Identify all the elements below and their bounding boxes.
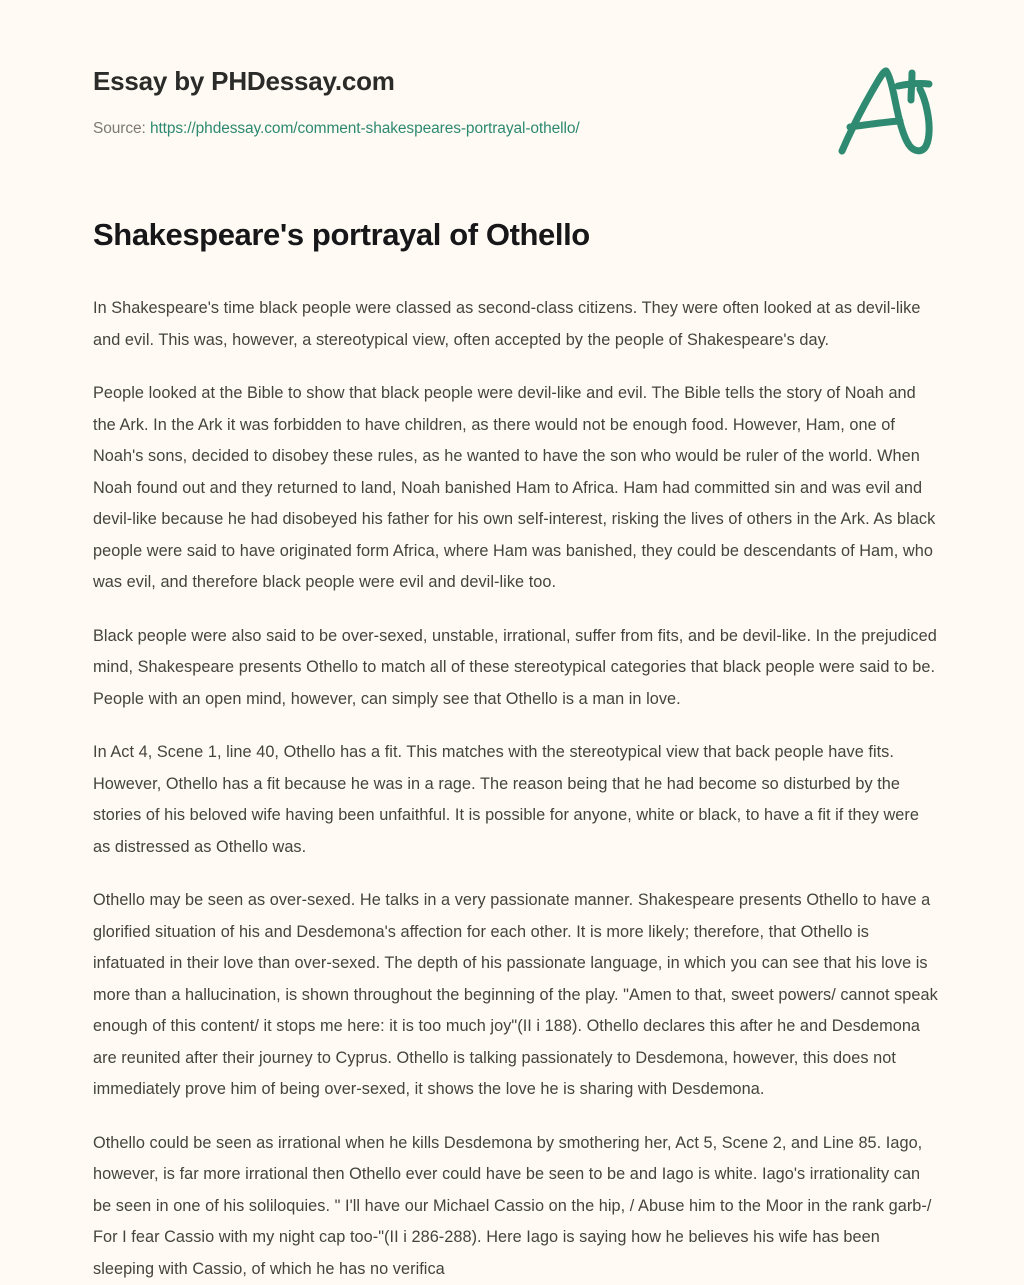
brand-title: Essay by PHDessay.com	[93, 66, 395, 97]
a-plus-logo	[826, 52, 946, 170]
page-title: Shakespeare's portrayal of Othello	[93, 215, 938, 255]
source-label: Source:	[93, 120, 150, 137]
article-body	[93, 293, 938, 1285]
paragraph: Othello may be seen as over-sexed. He talks in a very passionate manner. Shakespeare presents Othello to have a glorified situation of his and Desdemona's affection for each other. It is more likely; therefore, that Othello is infatuated in their love than over-sexed. The depth of his passionate language, in which you can see that his love is more than a hallucination, is shown throughout the beginning of the play. "Amen to that, sweet powers/ cannot speak enough of this content/ it stops me here: it is too much joy"(II i 188). Othello declares this after he and Desdemona are reunited after their journey to Cyprus. Othello is talking passionately to Desdemona, however, this does not immediately prove him of being over-sexed, it shows the love he is sharing with Desdemona.	[93, 885, 938, 1106]
paragraph: In Act 4, Scene 1, line 40, Othello has a fit. This matches with the stereotypical view that back people have fits. However, Othello has a fit because he was in a rage. The reason being that he had become so disturbed by the stories of his beloved wife having been unfaithful. It is possible for anyone, white or black, to have a fit if they were as distressed as Othello was.	[93, 737, 938, 863]
source-line	[93, 120, 580, 138]
paragraph: Black people were also said to be over-sexed, unstable, irrational, suffer from fits, and be devil-like. In the prejudiced mind, Shakespeare presents Othello to match all of these stereotypical categories that black people were said to be. People with an open mind, however, can simply see that Othello is a man in love.	[93, 621, 938, 716]
document-header	[0, 0, 1024, 190]
article	[93, 215, 938, 1285]
paragraph: People looked at the Bible to show that black people were devil-like and evil. The Bible tells the story of Noah and the Ark. In the Ark it was forbidden to have children, as there would not be enough food. However, Ham, one of Noah's sons, decided to disobey these rules, as he wanted to have the son who would be ruler of the world. When Noah found out and they returned to land, Noah banished Ham to Africa. Ham had committed sin and was evil and devil-like because he had disobeyed his father for his own self-interest, risking the lives of others in the Ark. As black people were said to have originated form Africa, where Ham was banished, they could be descendants of Ham, who was evil, and therefore black people were evil and devil-like too.	[93, 378, 938, 599]
paragraph: Othello could be seen as irrational when he kills Desdemona by smothering her, Act 5, Scene 2, and Line 85. Iago, however, is far more irrational then Othello ever could have be seen to be and Iago is white. Iago's irrationality can be seen in one of his soliloquies. " I'll have our Michael Cassio on the hip, / Abuse him to the Moor in the rank garb-/ For I fear Cassio with my night cap too-"(II i 286-288). Here Iago is saying how he believes his wife has been sleeping with Cassio, of which he has no verifica	[93, 1128, 938, 1285]
paragraph: In Shakespeare's time black people were classed as second-class citizens. They were often looked at as devil-like and evil. This was, however, a stereotypical view, often accepted by the people of Shakespeare's day.	[93, 293, 938, 356]
source-url-link[interactable]: https://phdessay.com/comment-shakespeares-portrayal-othello/	[150, 120, 580, 137]
